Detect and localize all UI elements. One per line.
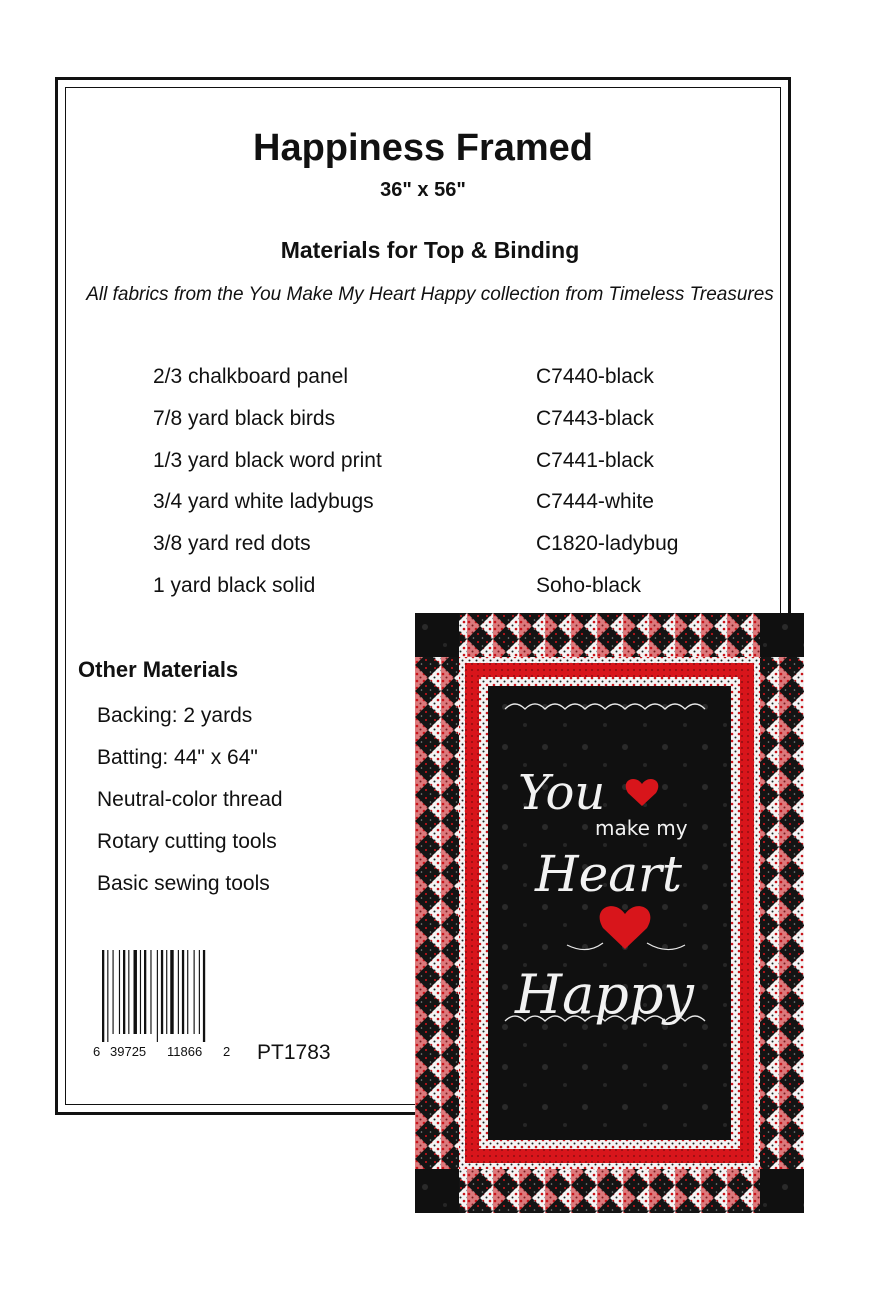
materials-note: All fabrics from the You Make My Heart Happy collection from Timeless Treasures (86, 284, 774, 305)
pattern-title: Happiness Framed (253, 127, 593, 169)
panel-text-you: You (518, 765, 606, 821)
fabric-code: C7440-black (536, 365, 654, 388)
fabric-name: 1/3 yard black word print (153, 449, 382, 472)
other-material-item: Rotary cutting tools (97, 830, 277, 853)
corner-block (415, 1169, 459, 1213)
barcode-digit: 6 (93, 1044, 101, 1059)
barcode-digit: 11866 (167, 1044, 203, 1059)
other-material-item: Basic sewing tools (97, 872, 270, 895)
barcode-bar (123, 950, 125, 1034)
quilt-image (415, 613, 804, 1213)
other-materials-heading: Other Materials (78, 657, 239, 682)
panel-text-happy: Happy (515, 963, 694, 1026)
barcode-bar (140, 950, 141, 1034)
fabric-code: Soho-black (536, 574, 642, 597)
barcode-bar (107, 950, 108, 1042)
barcode-bar (102, 950, 104, 1042)
barcode-bar (194, 950, 195, 1034)
barcode-bar (144, 950, 146, 1034)
fabric-code: C7441-black (536, 449, 654, 472)
panel-text-make: make my (595, 816, 688, 840)
other-material-item: Neutral-color thread (97, 788, 283, 811)
other-material-item: Backing: 2 yards (97, 704, 253, 727)
barcode-digit: 39725 (110, 1044, 147, 1059)
materials-heading: Materials for Top & Binding (280, 237, 580, 263)
barcode-bar (166, 950, 167, 1034)
other-material-item: Batting: 44" x 64" (97, 746, 258, 769)
barcode-bar (182, 950, 184, 1034)
fabric-code: C7444-white (536, 490, 654, 513)
sku-number: PT1783 (257, 1041, 331, 1064)
fabric-name: 2/3 chalkboard panel (153, 365, 348, 388)
fabric-code: C1820-ladybug (536, 532, 679, 555)
barcode (100, 950, 225, 1042)
quilt-size: 36" x 56" (380, 179, 466, 201)
corner-block (760, 613, 804, 657)
fabric-name: 3/4 yard white ladybugs (153, 490, 374, 513)
barcode-bar (199, 950, 200, 1034)
barcode-bar (128, 950, 129, 1034)
corner-block (760, 1169, 804, 1213)
fabric-name: 3/8 yard red dots (153, 532, 311, 555)
barcode-bar (134, 950, 137, 1034)
barcode-bar (161, 950, 163, 1034)
corner-block (415, 613, 459, 657)
panel-text-heart: Heart (535, 845, 682, 903)
fabric-name: 7/8 yard black birds (153, 407, 336, 430)
barcode-bar (113, 950, 114, 1034)
barcode-bar (170, 950, 173, 1034)
barcode-bar (119, 950, 120, 1034)
barcode-digit: 2 (223, 1044, 231, 1059)
barcode-bar (187, 950, 188, 1034)
barcode-bar (178, 950, 179, 1034)
fabric-name: 1 yard black solid (153, 574, 316, 597)
barcode-bar (157, 950, 158, 1042)
fabric-code: C7443-black (536, 407, 654, 430)
barcode-bar (203, 950, 205, 1042)
barcode-bar (150, 950, 151, 1034)
